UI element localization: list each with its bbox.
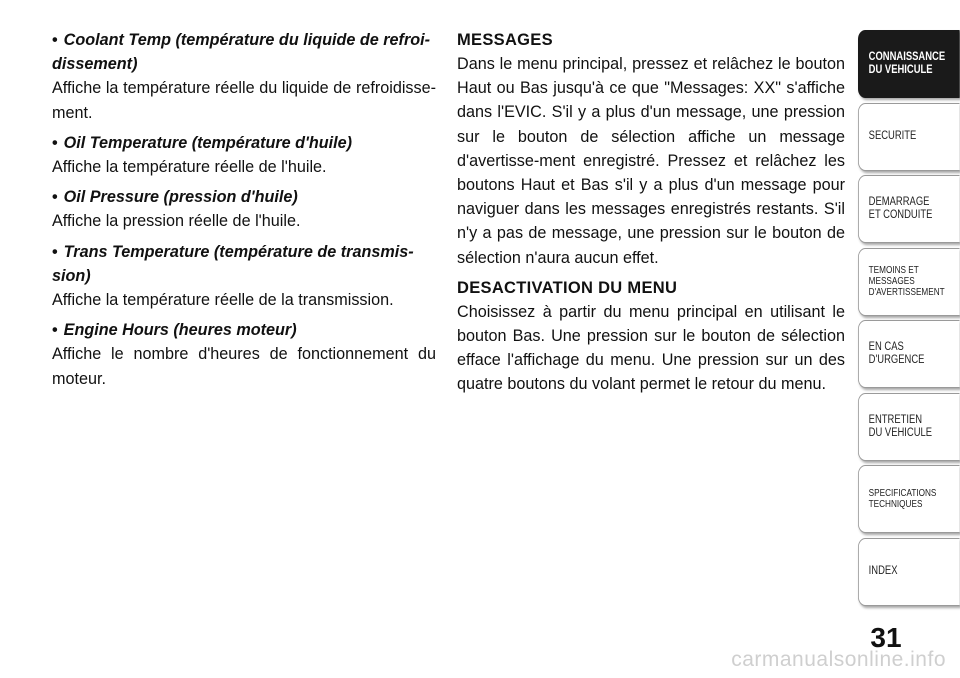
tab-label: SECURITE — [868, 130, 917, 142]
tab-securite[interactable] — [858, 103, 960, 171]
bullet-title-oil-pressure: • Oil Pressure (pression d'huile) — [52, 188, 298, 207]
messages-heading: MESSAGES — [457, 31, 553, 49]
tab-en-cas-d-urgence[interactable] — [858, 320, 960, 388]
tab-label: SPECIFICATIONS TECHNIQUES — [868, 488, 937, 510]
bullet-title-engine-hours: • Engine Hours (heures moteur) — [52, 321, 297, 340]
bullet-title-coolant-temp: • Coolant Temp (température du liquide de refroi-dissement) — [52, 31, 431, 74]
tab-connaissance-du-vehicule[interactable] — [858, 30, 960, 98]
tab-entretien-du-vehicule[interactable] — [858, 393, 960, 461]
tab-label: DEMARRAGE ET CONDUITE — [868, 196, 933, 221]
tab-label: CONNAISSANCE DU VEHICULE — [868, 51, 946, 76]
bullet-title-oil-temperature: • Oil Temperature (température d'huile) — [52, 133, 353, 152]
tab-temoins-et-messages[interactable] — [858, 248, 960, 316]
bullet-text-engine-hours: Affiche le nombre d'heures de fonctionnement du moteur. — [52, 345, 436, 388]
chapter-tabs — [858, 30, 960, 610]
bullet-text-oil-pressure: Affiche la pression réelle de l'huile. — [52, 212, 301, 231]
bullet-text-oil-temperature: Affiche la température réelle de l'huile. — [52, 158, 327, 177]
tab-specifications-techniques[interactable] — [858, 465, 960, 533]
deactivation-heading: DESACTIVATION DU MENU — [457, 278, 678, 297]
tab-label: ENTRETIEN DU VEHICULE — [868, 413, 933, 439]
watermark: carmanualsonline.info — [731, 648, 946, 671]
tab-index[interactable] — [858, 538, 960, 606]
left-column — [52, 28, 436, 397]
tab-label: EN CAS D'URGENCE — [868, 341, 925, 366]
right-column — [457, 28, 845, 403]
page-number: 31 — [870, 622, 902, 653]
bullet-text-coolant-temp: Affiche la température réelle du liquide de refroidisse-ment. — [52, 79, 436, 122]
bullet-text-trans-temperature: Affiche la température réelle de la transmission. — [52, 291, 394, 310]
tab-label: INDEX — [868, 565, 898, 577]
deactivation-text: Choisissez à partir du menu principal en utilisant le bouton Bas. Une pression sur le bouton de sélection efface l'affichage du menu. Une pression sur un des quatre boutons du volant permet le retour du menu. — [457, 302, 845, 394]
messages-text: Dans le menu principal, pressez et relâchez le bouton Haut ou Bas jusqu'à ce que "Messages: XX" s'affiche dans l'EVIC. S'il y a plus d'un message, une pression sur le bouton de sélection affiche un message d'avertisse-ment enregistré. Pressez et relâchez les boutons Haut et Bas s'il y a plus d'un message pour naviguer dans les messages enregistrés restants. S'il n'y a pas de message, une pression sur le bouton de sélection n'aura aucun effet. — [457, 55, 845, 267]
tab-label: TEMOINS ET MESSAGES D'AVERTISSEMENT — [868, 265, 945, 298]
tab-demarrage-et-conduite[interactable] — [858, 175, 960, 243]
bullet-title-trans-temperature: • Trans Temperature (température de transmis-sion) — [52, 242, 414, 285]
